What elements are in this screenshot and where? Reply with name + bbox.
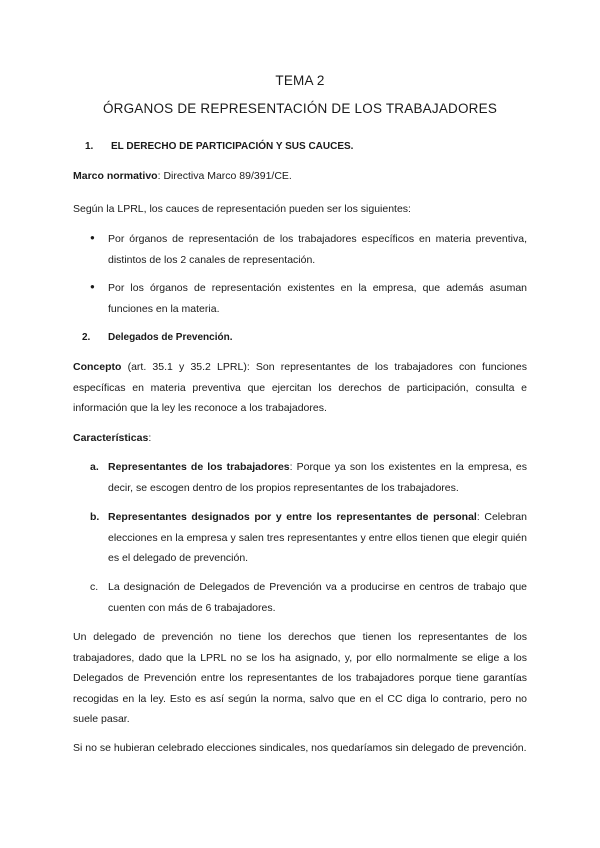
section-title: EL DERECHO DE PARTICIPACIÓN Y SUS CAUCES. [111, 141, 354, 152]
document-subtitle: ÓRGANOS DE REPRESENTACIÓN DE LOS TRABAJADORES [102, 101, 498, 116]
list-marker: a. [90, 461, 99, 473]
bullet-icon: ● [90, 233, 95, 242]
bullet-item: Por los órganos de representación existentes en la empresa, que además asuman funciones en la materia. [108, 282, 527, 315]
marco-label: Marco normativo [73, 170, 158, 182]
concepto-label: Concepto [73, 361, 122, 373]
body-paragraph: Un delegado de prevención no tiene los derechos que tienen los representantes de los trabajadores, dado que la LPRL no se los ha asignado, y, por ello normalmente se elige a los Delegados de Prevención entre los representantes de los trabajadores porque tiene garantías recogidas en la ley. Esto es así según la norma, salvo que en el CC diga lo contrario, pero no suele pasar. [73, 631, 527, 725]
list-item-title: Representantes designados por y entre los representantes de personal [108, 511, 477, 523]
list-item-text: : Celebran elecciones en la empresa y salen tres representantes y entre ellos tienen que elegir quién es el delegado de prevención. [108, 511, 527, 564]
list-item [108, 577, 527, 618]
marco-text: : Directiva Marco 89/391/CE. [157, 170, 292, 182]
list-marker: c. [90, 581, 99, 593]
intro-paragraph: Según la LPRL, los cauces de representación pueden ser los siguientes: [73, 203, 411, 215]
list-item [108, 507, 527, 569]
caracteristicas-heading [73, 428, 527, 449]
list-item [108, 457, 527, 498]
list-marker: b. [90, 511, 100, 523]
caracteristicas-label: Características [73, 432, 149, 444]
list-item-text: : Porque ya son los existentes en la empresa, es decir, se escogen dentro de los propios representantes de los trabajadores. [108, 461, 527, 494]
concepto-text: (art. 35.1 y 35.2 LPRL): Son representantes de los trabajadores con funciones específicas en materia preventiva que ejercitan los derechos de participación, consulta e información que la ley les reconoce a los trabajadores. [73, 361, 527, 414]
document-title: TEMA 2 [275, 73, 325, 88]
section-number: 1. [85, 141, 94, 152]
concepto-paragraph [73, 357, 527, 419]
bullet-item: Por órganos de representación de los trabajadores específicos en materia preventiva, distintos de los 2 canales de representación. [108, 233, 527, 266]
body-paragraph: Si no se hubieran celebrado elecciones sindicales, nos quedaríamos sin delegado de prevención. [73, 742, 527, 754]
caracteristicas-suffix: : [148, 432, 152, 444]
section-number: 2. [82, 332, 91, 343]
marco-normativo-paragraph [73, 166, 527, 187]
section-title: Delegados de Prevención. [108, 332, 233, 343]
list-item-text: La designación de Delegados de Prevención va a producirse en centros de trabajo que cuenten con más de 6 trabajadores. [108, 581, 527, 614]
list-item-title: Representantes de los trabajadores [108, 461, 290, 473]
bullet-icon: ● [90, 282, 95, 291]
